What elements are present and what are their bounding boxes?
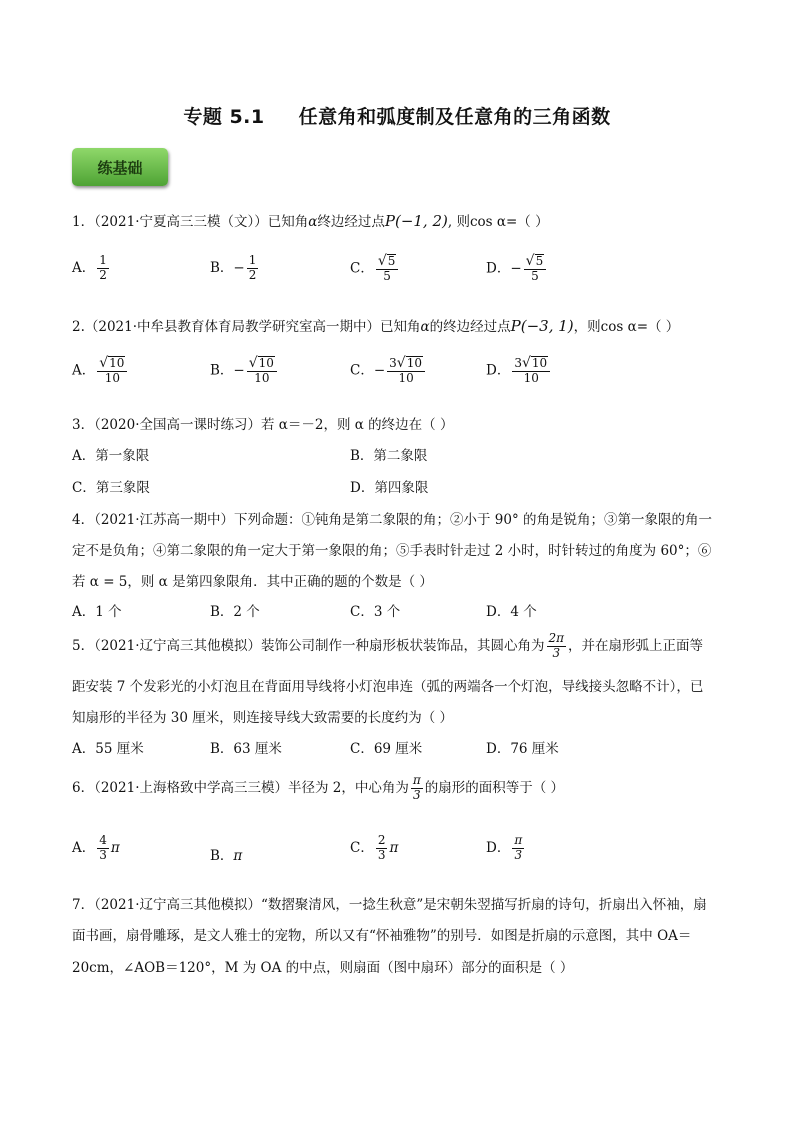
q2-option-a[interactable]: A． √ 10 10	[72, 356, 129, 386]
q4-line-1: 4．（2021·江苏高一期中）下列命题：①钝角是第二象限的角；②小于 90° 的角是锐角；③第一象限的角一	[72, 512, 712, 528]
q6-option-a[interactable]: A． $\frac{4}{3}$ π	[72, 833, 120, 862]
title-prefix: 专题 5.1	[183, 106, 265, 128]
q2-option-c[interactable]: C．− 3 √ 10 10	[350, 356, 427, 386]
q3-option-c[interactable]: C．第三象限	[72, 480, 150, 496]
q5-option-a[interactable]: A．55 厘米	[72, 741, 144, 757]
q1-option-d[interactable]: D．− √ 5 5	[486, 254, 548, 284]
q4-option-b[interactable]: B．2 个	[210, 604, 260, 620]
q5-option-c[interactable]: C．69 厘米	[350, 741, 423, 757]
q1-stem: 1．（2021·宁夏高三三模（文））已知角α终边经过点P(−1, 2), 则cos α=（ ）	[72, 212, 549, 230]
q4-line-3: 若 α = 5，则 α 是第四象限角．其中正确的题的个数是（ ）	[72, 574, 433, 590]
q3-option-b[interactable]: B．第二象限	[350, 448, 428, 464]
q5-line-2: 距安装 7 个发彩光的小灯泡且在背面用导线将小灯泡串连（弧的两端各一个灯泡，导线接头忽略不计），已	[72, 679, 704, 695]
q6-option-d[interactable]: D． $\frac{\pi}{3}$	[486, 833, 523, 862]
q3-stem: 3．（2020·全国高一课时练习）若 α＝－2，则 α 的终边在（ ）	[72, 417, 454, 433]
q7-line-1: 7．（2021·辽宁高三其他模拟）“数摺聚清风，一捻生秋意”是宋朝朱翌描写折扇的诗句，折扇出入怀袖，扇	[72, 897, 707, 913]
page-title	[0, 102, 794, 129]
q1-option-b[interactable]: B．− $\frac{1}{2}$	[210, 253, 257, 282]
q4-option-a[interactable]: A．1 个	[72, 604, 122, 620]
q5-option-b[interactable]: B．63 厘米	[210, 741, 282, 757]
q3-option-d[interactable]: D．第四象限	[350, 480, 429, 496]
q5-option-d[interactable]: D．76 厘米	[486, 741, 559, 757]
q6-option-c[interactable]: C． $\frac{2}{3}$ π	[350, 833, 399, 862]
q4-option-d[interactable]: D．4 个	[486, 604, 537, 620]
q6-option-b[interactable]: B．π	[210, 848, 243, 864]
section-badge: 练基础	[72, 148, 168, 186]
q1-option-a[interactable]: A． $\frac{1}{2}$	[72, 253, 107, 282]
q5-line-3: 知扇形的半径为 30 厘米，则连接导线大致需要的长度约为（ ）	[72, 710, 454, 726]
q2-stem: 2.（2021·中牟县教育体育局教学研究室高一期中）已知角α的终边经过点P(−3, 1)，则cos α=（ ）	[72, 317, 680, 335]
q7-line-3: 20cm，∠AOB＝120°，M 为 OA 的中点，则扇面（图中扇环）部分的面积是（ ）	[72, 960, 574, 976]
q6-stem: 6．（2021·上海格致中学高三三模）半径为 2，中心角为 $\frac{\pi}{3}$ 的扇形的面积等于（ ）	[72, 773, 565, 802]
q4-line-2: 定不是负角；④第二象限的角一定大于第一象限的角；⑤手表时针走过 2 小时，时针转过的角度为 60°；⑥	[72, 543, 712, 559]
q5-line-1: 5．（2021·辽宁高三其他模拟）装饰公司制作一种扇形板状装饰品，其圆心角为 $\frac{2\pi}{3}$ ，并在扇形弧上正面等	[72, 631, 704, 660]
q3-option-a[interactable]: A．第一象限	[72, 448, 150, 464]
q1-option-c[interactable]: C． √ 5 5	[350, 254, 400, 284]
q2-option-b[interactable]: B．− √ 10 10	[210, 356, 279, 386]
q4-option-c[interactable]: C．3 个	[350, 604, 401, 620]
q2-option-d[interactable]: D． 3 √ 10 10	[486, 356, 552, 386]
q7-line-2: 面书画，扇骨雕琢，是文人雅士的宠物，所以又有“怀袖雅物”的别号．如图是折扇的示意图，其中 OA＝	[72, 928, 692, 944]
title-text: 任意角和弧度制及任意角的三角函数	[298, 106, 611, 128]
